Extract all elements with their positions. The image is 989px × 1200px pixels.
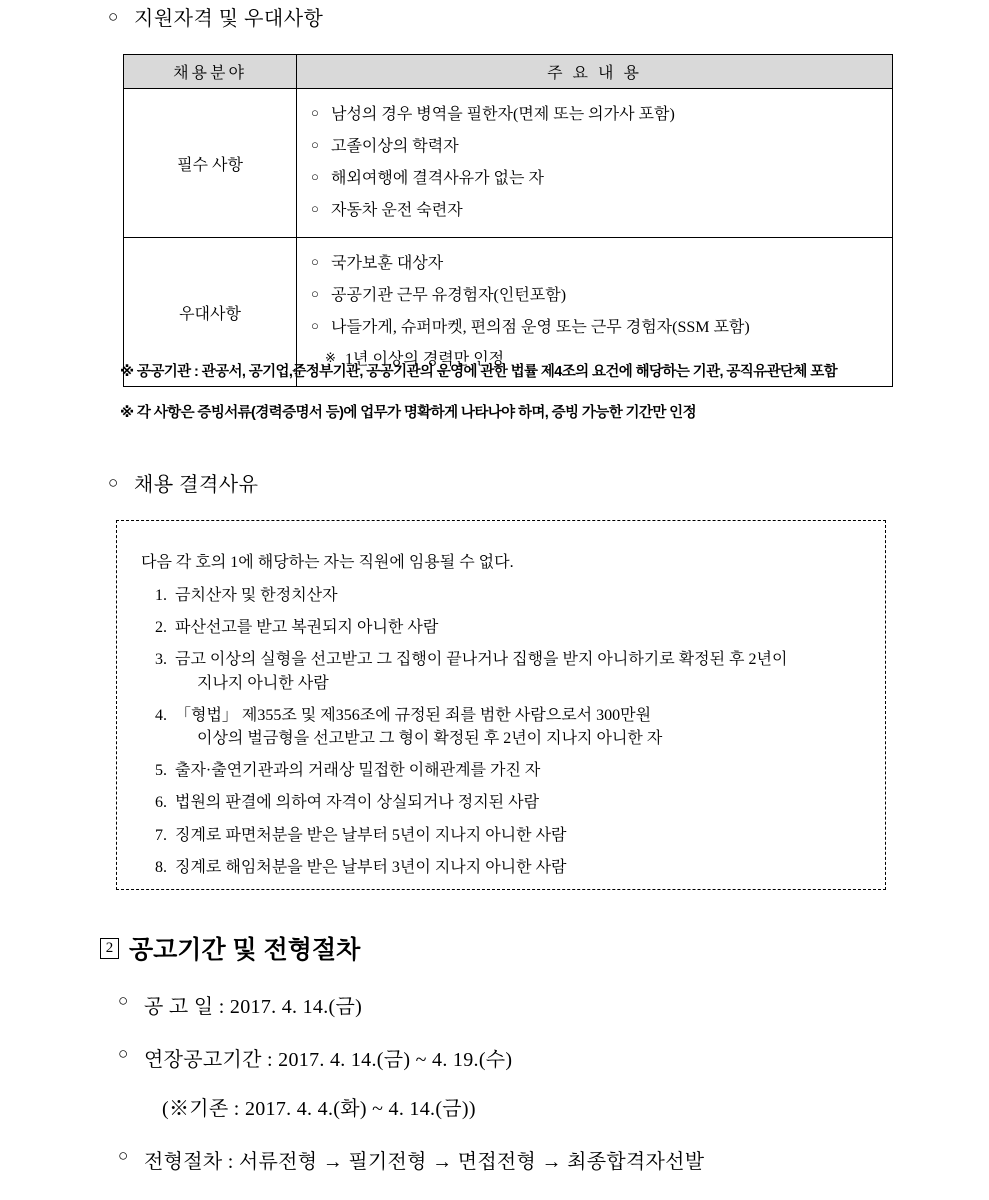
list-item (141, 648, 861, 694)
circle-marker-icon: ○ (108, 473, 119, 492)
circle-marker-icon: ○ (311, 318, 319, 333)
list-item-text: 나들가게, 슈퍼마켓, 편의점 운영 또는 근무 경험자(SSM 포함) (331, 319, 750, 336)
section-schedule (100, 930, 980, 1174)
note-line: ※ 각 사항은 증빙서류(경력증명서 등)에 업무가 명확하게 나타나야 하며, 증빙 가능한 기간만 인정 (120, 405, 696, 421)
disqualification-heading-text: 채용 결격사유 (134, 474, 259, 496)
disqualification-lead: 다음 각 호의 1에 해당하는 자는 직원에 임용될 수 없다. (141, 554, 514, 571)
list-item (311, 248, 892, 280)
circle-marker-icon: ○ (311, 201, 319, 216)
table-header-content: 주 요 내 용 (297, 55, 893, 89)
list-item-line2: 이상의 벌금형을 선고받고 그 형이 확정된 후 2년이 지나지 아니한 자 (197, 729, 663, 747)
list-number: 2. (155, 619, 167, 637)
circle-marker-icon: ○ (118, 1146, 129, 1165)
list-item (311, 280, 892, 312)
qualification-table (123, 54, 893, 387)
schedule-item-process (100, 1145, 980, 1174)
list-item-text: 자동차 운전 숙련자 (331, 202, 463, 219)
note-line: ※ 공공기관 : 관공서, 공기업,준정부기관, 공공기관의 운영에 관한 법률 제4조의 요건에 해당하는 기관, 공직유관단체 포함 (120, 364, 838, 380)
list-item (311, 163, 892, 195)
section-number-badge: 2 (100, 938, 119, 959)
list-item-text: 법원의 판결에 의하여 자격이 상실되거나 정지된 사람 (175, 794, 540, 812)
list-number: 5. (155, 762, 167, 780)
row-content-required (297, 89, 893, 238)
list-item-text (175, 648, 861, 694)
schedule-item-notice-date (100, 990, 980, 1019)
qualification-notes (120, 360, 980, 442)
schedule-item-text: 연장공고기간 : 2017. 4. 14.(금) ~ 4. 19.(수) (144, 1049, 513, 1071)
list-item (311, 195, 892, 227)
circle-marker-icon: ○ (311, 169, 319, 184)
list-item (311, 99, 892, 131)
circle-marker-icon: ○ (311, 254, 319, 269)
circle-marker-icon: ○ (118, 991, 129, 1010)
schedule-title-text: 공고기간 및 전형절차 (129, 936, 361, 964)
list-item-text: 징계로 파면처분을 받은 날부터 5년이 지나지 아니한 사람 (175, 826, 567, 844)
schedule-subnote: (※기존 : 2017. 4. 4.(화) ~ 4. 14.(금)) (162, 1098, 476, 1120)
list-item-text: 남성의 경우 병역을 필한자(면제 또는 의가사 포함) (331, 106, 675, 123)
list-item-text (175, 704, 861, 750)
list-item (311, 131, 892, 163)
table-header-row (124, 55, 893, 89)
disqualification-box (116, 520, 886, 890)
list-number: 7. (155, 826, 167, 844)
list-number: 8. (155, 858, 167, 876)
circle-marker-icon: ○ (108, 7, 119, 26)
list-item-text: 출자·출연기관과의 거래상 밀접한 이해관계를 가진 자 (175, 762, 541, 780)
list-item-text: 금치산자 및 한정치산자 (175, 587, 338, 604)
list-item (311, 312, 892, 344)
list-item (141, 759, 861, 782)
list-item-line1: 「형법」 제355조 및 제356조에 규정된 죄를 범한 사람으로서 300만원 (175, 706, 652, 724)
list-item-line2: 지나지 아니한 사람 (197, 674, 329, 692)
list-item-text: 고졸이상의 학력자 (331, 138, 459, 155)
list-number: 6. (155, 794, 167, 812)
list-item (141, 856, 861, 879)
list-item (141, 616, 861, 639)
list-item (141, 704, 861, 750)
list-item (141, 584, 861, 607)
table-header-field: 채용분야 (124, 55, 297, 89)
schedule-title (100, 930, 980, 966)
section-disqualification (108, 472, 968, 890)
list-item-text: 공공기관 근무 유경험자(인턴포함) (331, 287, 567, 304)
list-item-text: 징계로 해임처분을 받은 날부터 3년이 지나지 아니한 사람 (175, 858, 567, 876)
schedule-process-text: 전형절차 : 서류전형 → 필기전형 → 면접전형 → 최종합격자선발 (144, 1151, 705, 1173)
schedule-item-text: 공 고 일 : 2017. 4. 14.(금) (144, 996, 363, 1018)
list-item-text: 국가보훈 대상자 (331, 255, 444, 272)
list-item-text: 1년 이상의 경력만 인정 (345, 351, 505, 368)
qualification-heading (108, 6, 968, 32)
circle-marker-icon: ○ (311, 286, 319, 301)
circle-marker-icon: ○ (311, 137, 319, 152)
list-item (141, 791, 861, 814)
circle-marker-icon: ○ (311, 105, 319, 120)
schedule-item-extended-period (100, 1043, 980, 1072)
circle-marker-icon: ○ (118, 1044, 129, 1063)
list-item-text: 파산선고를 받고 복권되지 아니한 사람 (175, 619, 439, 637)
table-row (124, 89, 893, 238)
list-number: 4. (155, 706, 167, 724)
list-item (141, 824, 861, 847)
asterisk-marker-icon: ※ (325, 350, 336, 365)
qualification-heading-text: 지원자격 및 우대사항 (134, 8, 324, 30)
disqualification-list (141, 584, 861, 879)
disqualification-heading (108, 472, 968, 498)
row-field-preferred: 우대사항 (124, 238, 297, 387)
section-qualification (108, 6, 968, 387)
list-item-line1: 금고 이상의 실형을 선고받고 그 집행이 끝나거나 집행을 받지 아니하기로 확정된 후 2년이 (175, 651, 788, 669)
list-number: 1. (155, 587, 167, 604)
list-number: 3. (155, 651, 167, 669)
list-item-text: 해외여행에 결격사유가 없는 자 (331, 170, 544, 187)
row-field-required: 필수 사항 (124, 89, 297, 238)
